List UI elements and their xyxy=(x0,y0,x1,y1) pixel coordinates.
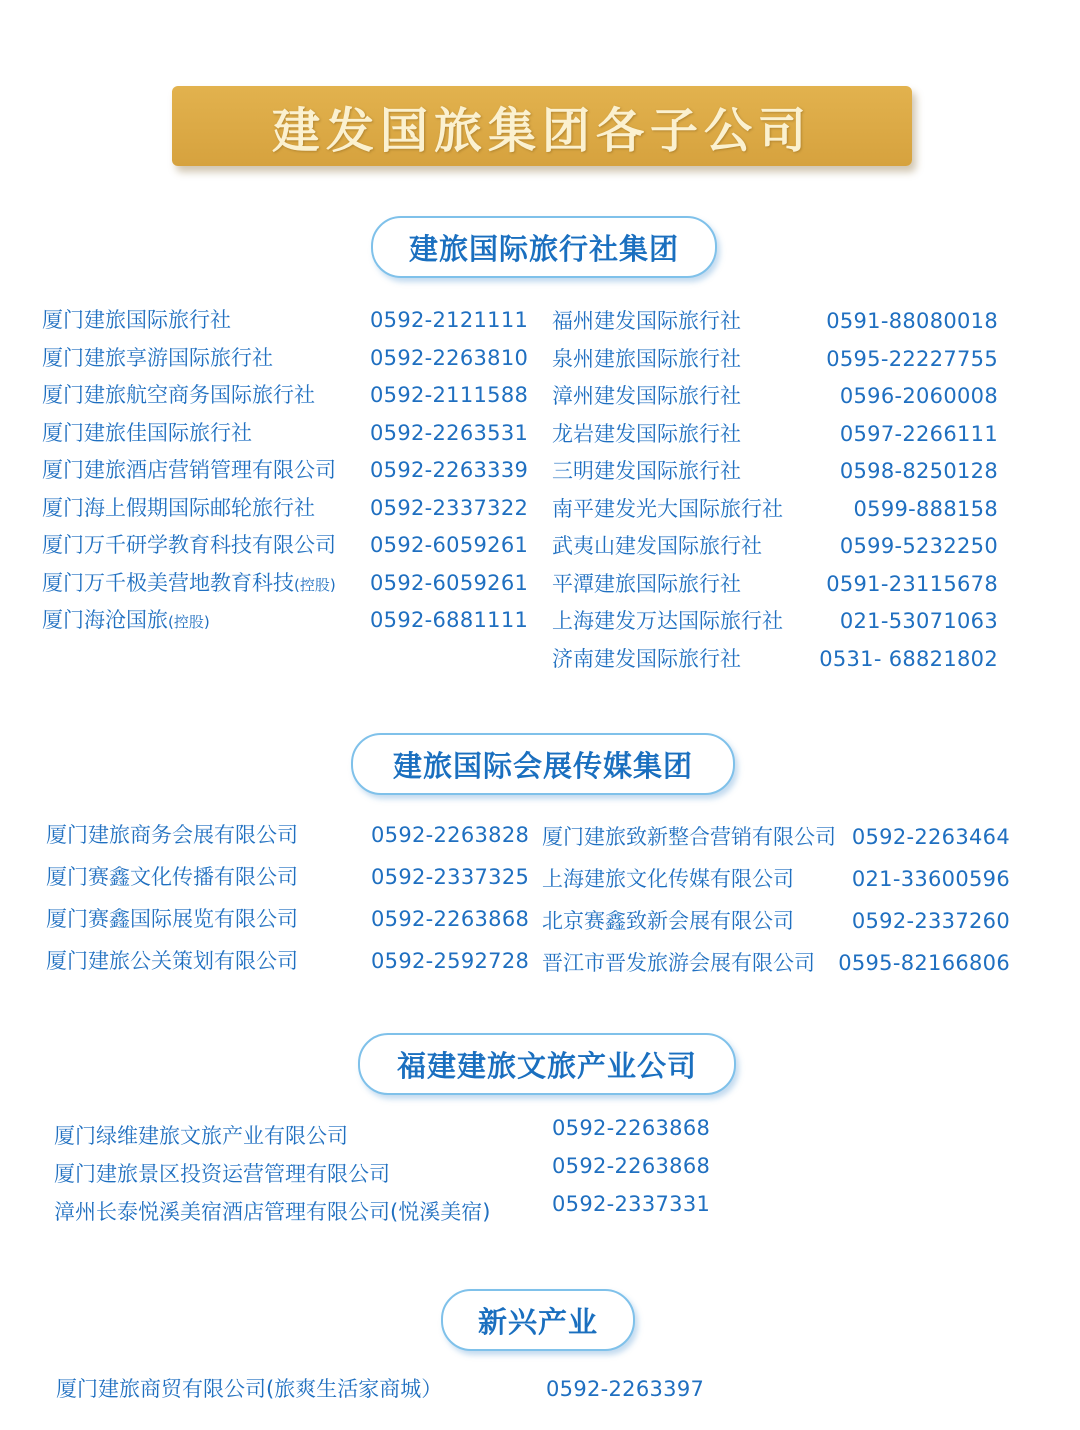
company-name xyxy=(46,905,298,933)
list-item xyxy=(552,645,998,683)
company-name xyxy=(552,645,741,673)
company-name-text: 平潭建旅国际旅行社 xyxy=(552,571,741,596)
phone-number: 0592-2263828 xyxy=(371,823,530,847)
list-item xyxy=(542,907,1010,949)
company-name xyxy=(46,947,298,975)
title-banner xyxy=(172,86,912,166)
company-name xyxy=(42,456,336,484)
company-name xyxy=(54,1160,390,1188)
company-name-text: 龙岩建发国际旅行社 xyxy=(552,421,741,446)
media-left-list xyxy=(46,821,530,989)
company-name xyxy=(552,420,741,448)
phone-number: 0592-2263868 xyxy=(552,1116,711,1140)
list-item xyxy=(42,306,529,344)
phone-number: 0592-2263531 xyxy=(370,420,529,445)
company-name-text: 漳州建发国际旅行社 xyxy=(552,384,741,408)
list-item xyxy=(552,420,998,458)
company-name-text: 晋江市晋发旅游会展有限公司 xyxy=(542,951,815,975)
company-name xyxy=(42,419,252,447)
phone-number: 0592-2337325 xyxy=(371,865,530,889)
list-item xyxy=(42,419,529,457)
phone-number: 0595-22227755 xyxy=(826,346,998,371)
phone-number: 0592-2592728 xyxy=(371,949,530,973)
company-name-text: 三明建发国际旅行社 xyxy=(552,459,741,483)
phone-number: 0592-2337260 xyxy=(851,909,1010,933)
company-name xyxy=(552,345,741,373)
company-name-text: 南平建发光大国际旅行社 xyxy=(552,496,783,521)
list-item xyxy=(552,307,998,345)
section-title: 福建建旅文旅产业公司 xyxy=(396,1048,697,1083)
company-name xyxy=(42,381,315,409)
holding-note: (控股) xyxy=(168,613,210,631)
company-name-text: 厦门赛鑫国际展览有限公司 xyxy=(46,907,298,931)
company-name-text: 厦门赛鑫文化传播有限公司 xyxy=(46,865,298,889)
company-name xyxy=(56,1375,442,1403)
section-header-culture xyxy=(358,1033,736,1095)
phone-number: 0592-2337322 xyxy=(370,495,529,520)
list-item xyxy=(542,949,1010,991)
company-name-text: 厦门建旅酒店营销管理有限公司 xyxy=(42,458,336,482)
company-name-text: 厦门万千极美营地教育科技 xyxy=(42,570,294,595)
phone-number: 0591-23115678 xyxy=(826,571,998,596)
phone-number: 0592-2263464 xyxy=(851,825,1010,849)
phone-number: 0599-5232250 xyxy=(839,534,998,558)
phone-number: 0595-82166806 xyxy=(838,951,1010,975)
company-name xyxy=(54,1198,490,1226)
phone-number: 0592-2337331 xyxy=(552,1192,711,1216)
company-name xyxy=(54,1122,348,1150)
phone-number: 0592-2121111 xyxy=(370,308,529,332)
emerging-list xyxy=(56,1375,706,1413)
company-name xyxy=(552,570,741,598)
company-name xyxy=(46,863,298,891)
company-name xyxy=(542,823,836,851)
company-name-text: 厦门建旅国际旅行社 xyxy=(42,308,231,332)
phone-number: 021-33600596 xyxy=(851,867,1010,891)
company-name xyxy=(552,532,762,560)
company-name-text: 济南建发国际旅行社 xyxy=(552,646,741,671)
phone-number: 0592-2263397 xyxy=(546,1377,705,1401)
phone-number: 0592-6059261 xyxy=(370,533,529,557)
list-item xyxy=(552,570,998,608)
phone-number: 0592-6881111 xyxy=(370,608,529,632)
list-item xyxy=(42,531,529,569)
section-title: 建旅国际旅行社集团 xyxy=(408,231,679,266)
company-name xyxy=(42,494,315,522)
list-item xyxy=(42,381,529,419)
phone-number: 0592-2111588 xyxy=(370,383,529,407)
list-item xyxy=(542,865,1010,907)
media-right-list xyxy=(542,823,1010,991)
list-item xyxy=(56,1375,706,1413)
phone-number: 0592-2263868 xyxy=(552,1154,711,1178)
list-item xyxy=(46,905,530,947)
company-name xyxy=(552,457,741,485)
list-item xyxy=(42,494,529,532)
list-item xyxy=(542,823,1010,865)
culture-list xyxy=(54,1116,711,1236)
list-item xyxy=(552,532,998,570)
phone-number: 0596-2060008 xyxy=(839,384,998,408)
company-name-text: 厦门建旅公关策划有限公司 xyxy=(46,949,298,973)
company-name xyxy=(542,949,815,977)
phone-number: 0592-6059261 xyxy=(370,570,529,595)
list-item xyxy=(42,456,529,494)
list-item xyxy=(552,345,998,383)
company-name xyxy=(542,907,794,935)
company-name-text: 泉州建旅国际旅行社 xyxy=(552,346,741,371)
company-name-text: 厦门建旅航空商务国际旅行社 xyxy=(42,383,315,407)
list-item xyxy=(46,821,530,863)
phone-number: 0597-2266111 xyxy=(839,421,998,446)
list-item xyxy=(552,495,998,533)
phone-number: 0591-88080018 xyxy=(826,309,998,333)
phone-number: 0598-8250128 xyxy=(839,459,998,483)
company-name-text: 厦门建旅致新整合营销有限公司 xyxy=(542,825,836,849)
company-name xyxy=(42,344,273,372)
phone-number: 021-53071063 xyxy=(839,609,998,633)
company-name xyxy=(42,569,336,599)
list-item xyxy=(42,344,529,382)
list-item xyxy=(54,1192,711,1236)
company-name-text: 漳州长泰悦溪美宿酒店管理有限公司(悦溪美宿) xyxy=(54,1200,491,1224)
company-name-text: 厦门建旅景区投资运营管理有限公司 xyxy=(54,1162,390,1186)
company-name-text: 厦门建旅商贸有限公司(旅爽生活家商城） xyxy=(56,1377,443,1401)
company-name xyxy=(552,607,783,635)
list-item xyxy=(552,457,998,495)
travel-right-list xyxy=(552,307,998,682)
company-name-text: 上海建发万达国际旅行社 xyxy=(552,609,783,633)
company-name xyxy=(542,865,794,893)
section-title: 新兴产业 xyxy=(477,1304,598,1339)
holding-note: (控股) xyxy=(294,575,336,594)
company-name xyxy=(46,821,298,849)
list-item xyxy=(46,947,530,989)
company-name xyxy=(552,495,783,523)
company-name-text: 厦门海沧国旅 xyxy=(42,608,168,632)
company-name-text: 厦门建旅享游国际旅行社 xyxy=(42,345,273,370)
list-item xyxy=(42,606,529,644)
section-header-media xyxy=(351,733,735,795)
company-name xyxy=(42,606,210,636)
list-item xyxy=(42,569,529,607)
company-name xyxy=(42,306,231,334)
company-name-text: 上海建旅文化传媒有限公司 xyxy=(542,867,794,891)
company-name-text: 厦门绿维建旅文旅产业有限公司 xyxy=(54,1124,348,1148)
company-name xyxy=(42,531,336,559)
section-header-travel xyxy=(371,216,717,278)
list-item xyxy=(46,863,530,905)
list-item xyxy=(552,607,998,645)
company-name xyxy=(552,382,741,410)
company-name-text: 厦门海上假期国际邮轮旅行社 xyxy=(42,495,315,520)
page-title: 建发国旅集团各子公司 xyxy=(271,102,812,159)
section-header-emerging xyxy=(441,1289,635,1351)
travel-left-list xyxy=(42,306,529,644)
phone-number: 0592-2263810 xyxy=(370,345,529,370)
company-name-text: 武夷山建发国际旅行社 xyxy=(552,534,762,558)
company-name-text: 北京赛鑫致新会展有限公司 xyxy=(542,909,794,933)
company-name-text: 厦门万千研学教育科技有限公司 xyxy=(42,533,336,557)
phone-number: 0599-888158 xyxy=(853,496,998,521)
phone-number: 0531- 68821802 xyxy=(819,646,998,671)
phone-number: 0592-2263868 xyxy=(371,907,530,931)
company-name-text: 厦门建旅佳国际旅行社 xyxy=(42,420,252,445)
phone-number: 0592-2263339 xyxy=(370,458,529,482)
company-name-text: 福州建发国际旅行社 xyxy=(552,309,741,333)
section-title: 建旅国际会展传媒集团 xyxy=(392,748,693,783)
company-name-text: 厦门建旅商务会展有限公司 xyxy=(46,823,298,847)
list-item xyxy=(552,382,998,420)
company-name xyxy=(552,307,741,335)
